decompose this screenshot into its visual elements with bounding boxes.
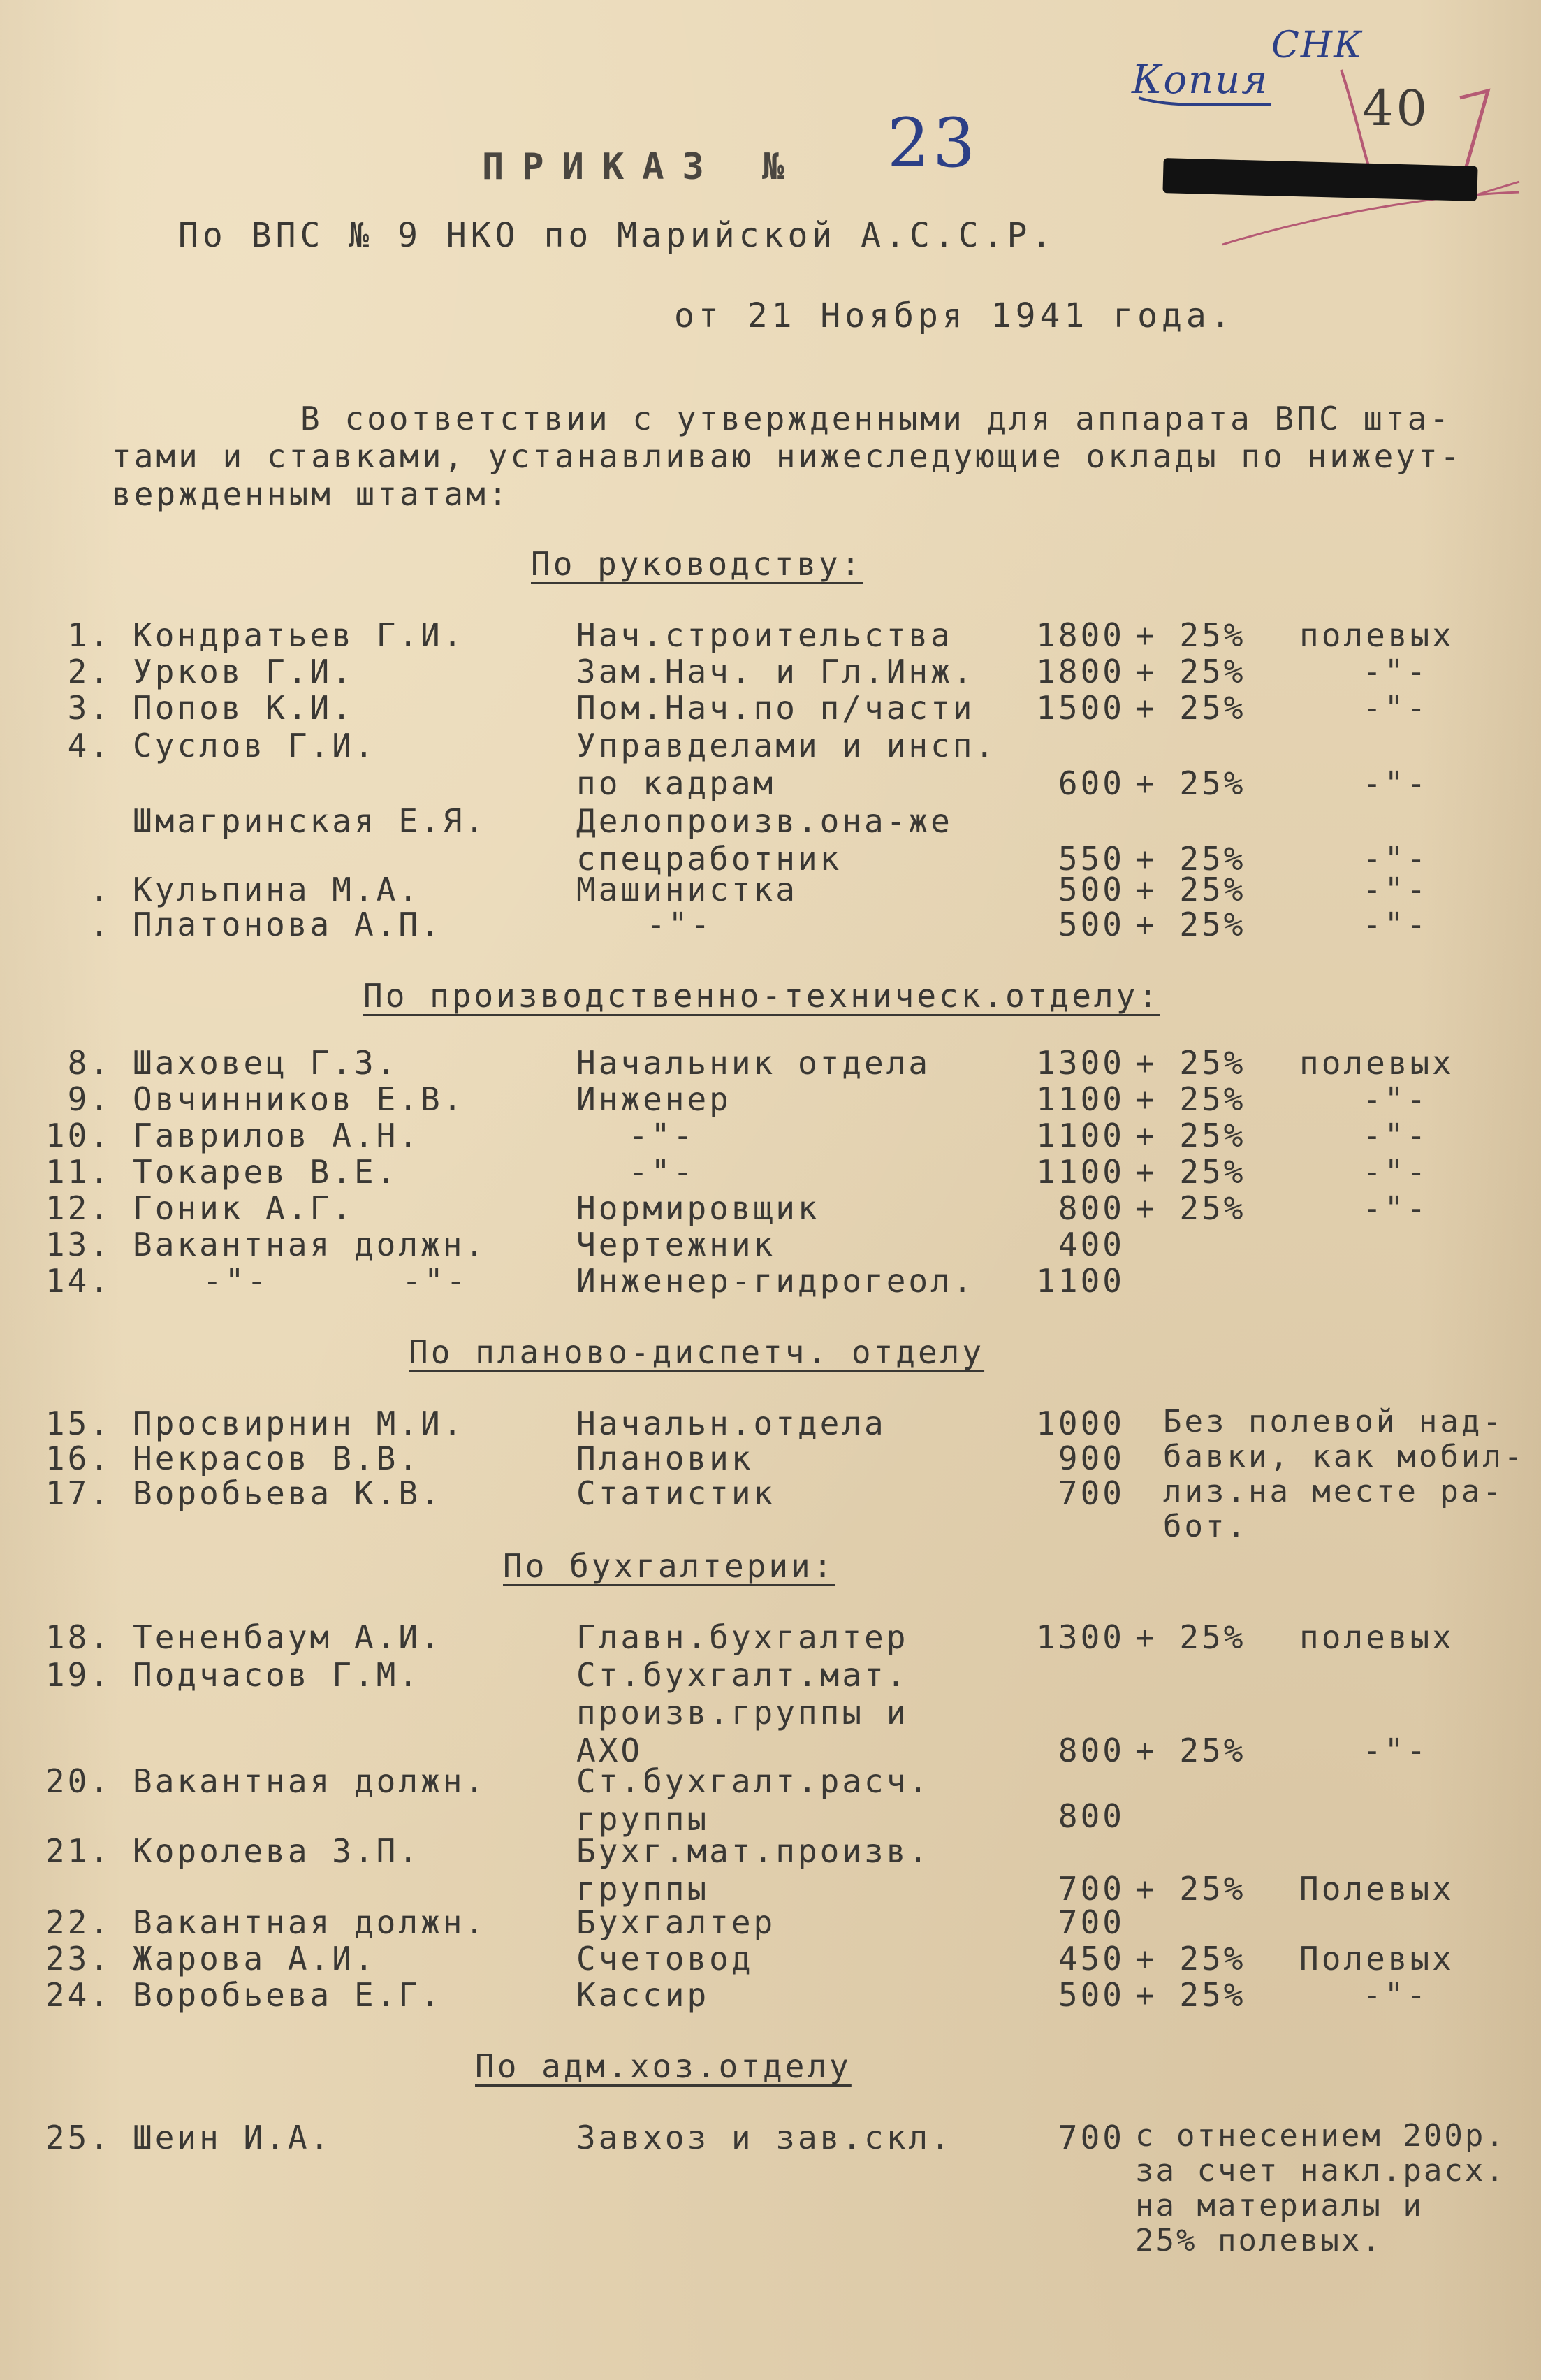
bonus-note: Полевых — [1299, 1870, 1454, 1908]
salary: 1100 — [1036, 1262, 1125, 1300]
salary: 700 — [1058, 2119, 1125, 2156]
position: Ст.бухгалт.мат. произв.группы и АХО — [576, 1656, 909, 1769]
bonus-note: -"- — [1362, 1976, 1429, 2014]
field-bonus: + 25% — [1135, 906, 1246, 943]
bonus-note: -"- — [1362, 906, 1429, 943]
table-row — [0, 1262, 1541, 1300]
row-number: 24. — [45, 1976, 112, 2014]
position: Начальн.отдела — [576, 1405, 886, 1442]
field-bonus: + 25% — [1135, 1117, 1246, 1154]
field-bonus: + 25% — [1135, 1044, 1246, 1082]
employee-name: Платонова А.П. — [133, 906, 443, 943]
employee-name: Гаврилов А.Н. — [133, 1117, 421, 1154]
bonus-note: -"- — [1362, 1153, 1429, 1191]
table-row — [0, 1832, 1541, 1908]
employee-name: Шаховец Г.З. — [133, 1044, 399, 1082]
salary: 450 — [1058, 1940, 1125, 1978]
table-row — [0, 1976, 1541, 2014]
table-row — [0, 1226, 1541, 1263]
planning-note: Без полевой над- бавки, как мобил- лиз.на месте ра- бот. — [1163, 1404, 1526, 1544]
employee-name: Кульпина М.А. — [133, 871, 421, 908]
sheet-number: 40 — [1362, 80, 1431, 137]
salary: 700 — [1058, 1870, 1125, 1908]
salary: 1500 — [1036, 689, 1125, 727]
employee-name: Суслов Г.И. — [133, 727, 377, 764]
employee-name: Просвирнин М.И. — [133, 1405, 465, 1442]
position: Плановик — [576, 1439, 754, 1477]
bonus-note: -"- — [1362, 764, 1429, 802]
table-row — [0, 906, 1541, 943]
row-number: 16. — [45, 1439, 112, 1477]
salary: 1100 — [1036, 1117, 1125, 1154]
row-number: 11. — [45, 1153, 112, 1191]
employee-name: Воробьева К.В. — [133, 1474, 443, 1512]
table-row — [0, 1117, 1541, 1154]
row-number: 8. — [67, 1044, 112, 1082]
order-issuer-line: По ВПС № 9 НКО по Марийской А.С.С.Р. — [178, 216, 1056, 255]
field-bonus: + 25% — [1135, 1870, 1246, 1908]
salary: 1800 — [1036, 616, 1125, 654]
salary: 1300 — [1036, 1044, 1125, 1082]
position: -"- — [646, 906, 713, 943]
field-bonus: + 25% — [1135, 653, 1246, 690]
salary: 800 — [1058, 1732, 1125, 1769]
position: Начальник отдела — [576, 1044, 931, 1082]
employee-name: Шмагринская Е.Я. — [133, 802, 488, 840]
bonus-note: -"- — [1362, 689, 1429, 727]
position: Управделами и инсп. по кадрам — [576, 727, 998, 802]
salary: 800 — [1058, 1797, 1125, 1835]
salary: 1100 — [1036, 1153, 1125, 1191]
bonus-note: полевых — [1299, 616, 1454, 654]
row-number: 3. — [67, 689, 112, 727]
bonus-note: полевых — [1299, 1618, 1454, 1656]
bonus-note: -"- — [1362, 1117, 1429, 1154]
employee-name: Жарова А.И. — [133, 1940, 377, 1978]
position: -"- — [629, 1117, 696, 1154]
position: Инженер-гидрогеол. — [576, 1262, 975, 1300]
table-row — [0, 2119, 1541, 2270]
table-row — [0, 802, 1541, 878]
field-bonus: + 25% — [1135, 1976, 1246, 2014]
row-number: 13. — [45, 1226, 112, 1263]
position: Инженер — [576, 1080, 731, 1118]
row-number: 23. — [45, 1940, 112, 1978]
order-date-line: от 21 Ноября 1941 года. — [674, 296, 1235, 335]
employee-name: Шеин И.А. — [133, 2119, 333, 2156]
table-row — [0, 1762, 1541, 1838]
salary: 1300 — [1036, 1618, 1125, 1656]
table-row — [0, 1618, 1541, 1656]
salary: 500 — [1058, 906, 1125, 943]
position: Завхоз и зав.скл. — [576, 2119, 953, 2156]
employee-name: Токарев В.Е. — [133, 1153, 399, 1191]
salary: 700 — [1058, 1474, 1125, 1512]
employee-name: Гоник А.Г. — [133, 1189, 354, 1227]
field-bonus: + 25% — [1135, 1618, 1246, 1656]
intro-line-3: вержденным штатам: — [112, 475, 511, 513]
bonus-note: полевых — [1299, 1044, 1454, 1082]
position: Бухгалтер — [576, 1903, 776, 1941]
bonus-note: -"- — [1362, 840, 1429, 878]
field-bonus: + 25% — [1135, 871, 1246, 908]
salary: 600 — [1058, 764, 1125, 802]
row-number: 1. — [67, 616, 112, 654]
salary: 550 — [1058, 840, 1125, 878]
salary: 1100 — [1036, 1080, 1125, 1118]
position: Зам.Нач. и Гл.Инж. — [576, 653, 975, 690]
salary: 900 — [1058, 1439, 1125, 1477]
bonus-note: -"- — [1362, 653, 1429, 690]
row-number: 22. — [45, 1903, 112, 1941]
employee-name: Вакантная должн. — [133, 1226, 488, 1263]
salary: 500 — [1058, 871, 1125, 908]
employee-name: Некрасов В.В. — [133, 1439, 421, 1477]
row-number: 25. — [45, 2119, 112, 2156]
table-row — [0, 1044, 1541, 1082]
field-bonus: + 25% — [1135, 1940, 1246, 1978]
section-title-management: По руководству: — [531, 545, 863, 583]
row-number: . — [89, 906, 112, 943]
intro-line-1: В соответствии с утвержденными для аппарата ВПС шта- — [300, 400, 1452, 437]
row-number: 15. — [45, 1405, 112, 1442]
bonus-note: Полевых — [1299, 1940, 1454, 1978]
order-title: ПРИКАЗ № — [482, 146, 803, 188]
order-number-handwritten: 23 — [887, 104, 979, 182]
position: Бухг.мат.произв. группы — [576, 1832, 931, 1908]
table-row — [0, 689, 1541, 727]
table-row — [0, 1153, 1541, 1191]
salary: 700 — [1058, 1903, 1125, 1941]
employee-name: Вакантная должн. — [133, 1762, 488, 1800]
row-number: 10. — [45, 1117, 112, 1154]
table-row — [0, 871, 1541, 908]
employee-name: Королева З.П. — [133, 1832, 421, 1870]
position: Счетовод — [576, 1940, 754, 1978]
bonus-note: с отнесением 200р. за счет накл.расх. на материалы и 25% полевых. — [1135, 2118, 1506, 2258]
row-number: 18. — [45, 1618, 112, 1656]
section-title-technical: По производственно-техническ.отделу: — [363, 977, 1160, 1015]
field-bonus: + 25% — [1135, 764, 1246, 802]
position: Нормировщик — [576, 1189, 820, 1227]
employee-name: Урков Г.И. — [133, 653, 354, 690]
row-number: 21. — [45, 1832, 112, 1870]
bonus-note: -"- — [1362, 1732, 1429, 1769]
field-bonus: + 25% — [1135, 1153, 1246, 1191]
table-row — [0, 1903, 1541, 1941]
position: Ст.бухгалт.расч. группы — [576, 1762, 931, 1838]
position: Статистик — [576, 1474, 776, 1512]
table-row — [0, 1656, 1541, 1769]
employee-name: Кондратьев Г.И. — [133, 616, 465, 654]
field-bonus: + 25% — [1135, 840, 1246, 878]
employee-name: Подчасов Г.М. — [133, 1656, 421, 1694]
section-title-planning: По планово-диспетч. отделу — [409, 1333, 985, 1371]
field-bonus: + 25% — [1135, 1732, 1246, 1769]
field-bonus: + 25% — [1135, 1080, 1246, 1118]
salary: 1000 — [1036, 1405, 1125, 1442]
row-number: . — [89, 871, 112, 908]
table-row — [0, 1080, 1541, 1118]
employee-name: Попов К.И. — [133, 689, 354, 727]
employee-name: Тененбаум А.И. — [133, 1618, 443, 1656]
employee-name: -"- -"- — [203, 1262, 469, 1300]
section-title-accounting: По бухгалтерии: — [503, 1547, 835, 1585]
table-row — [0, 653, 1541, 690]
stamp-snk-text: СНК — [1271, 24, 1364, 66]
bonus-note: -"- — [1362, 871, 1429, 908]
table-row — [0, 727, 1541, 802]
intro-line-2: тами и ставками, устанавливаю нижеследующие оклады по нижеут- — [112, 437, 1463, 475]
position: Чертежник — [576, 1226, 776, 1263]
position: -"- — [629, 1153, 696, 1191]
bonus-note: -"- — [1362, 1080, 1429, 1118]
field-bonus: + 25% — [1135, 616, 1246, 654]
row-number: 17. — [45, 1474, 112, 1512]
table-row — [0, 1189, 1541, 1227]
position: Главн.бухгалтер — [576, 1618, 909, 1656]
position: Машинистка — [576, 871, 798, 908]
position: Нач.строительства — [576, 616, 953, 654]
salary: 1800 — [1036, 653, 1125, 690]
row-number: 2. — [67, 653, 112, 690]
bonus-note: -"- — [1362, 1189, 1429, 1227]
position: Кассир — [576, 1976, 710, 2014]
salary: 500 — [1058, 1976, 1125, 2014]
table-row — [0, 1940, 1541, 1978]
row-number: 12. — [45, 1189, 112, 1227]
table-row — [0, 616, 1541, 654]
employee-name: Воробьева Е.Г. — [133, 1976, 443, 2014]
section-title-admin: По адм.хоз.отделу — [475, 2047, 852, 2085]
copy-handwritten-note: Копия — [1132, 57, 1269, 103]
position: Пом.Нач.по п/части — [576, 689, 975, 727]
row-number: 14. — [45, 1262, 112, 1300]
employee-name: Вакантная должн. — [133, 1903, 488, 1941]
field-bonus: + 25% — [1135, 1189, 1246, 1227]
row-number: 20. — [45, 1762, 112, 1800]
field-bonus: + 25% — [1135, 689, 1246, 727]
position: Делопроизв.она-же спецработник — [576, 802, 953, 878]
employee-name: Овчинников Е.В. — [133, 1080, 465, 1118]
salary: 800 — [1058, 1189, 1125, 1227]
salary: 400 — [1058, 1226, 1125, 1263]
row-number: 9. — [67, 1080, 112, 1118]
row-number: 4. — [67, 727, 112, 764]
row-number: 19. — [45, 1656, 112, 1694]
